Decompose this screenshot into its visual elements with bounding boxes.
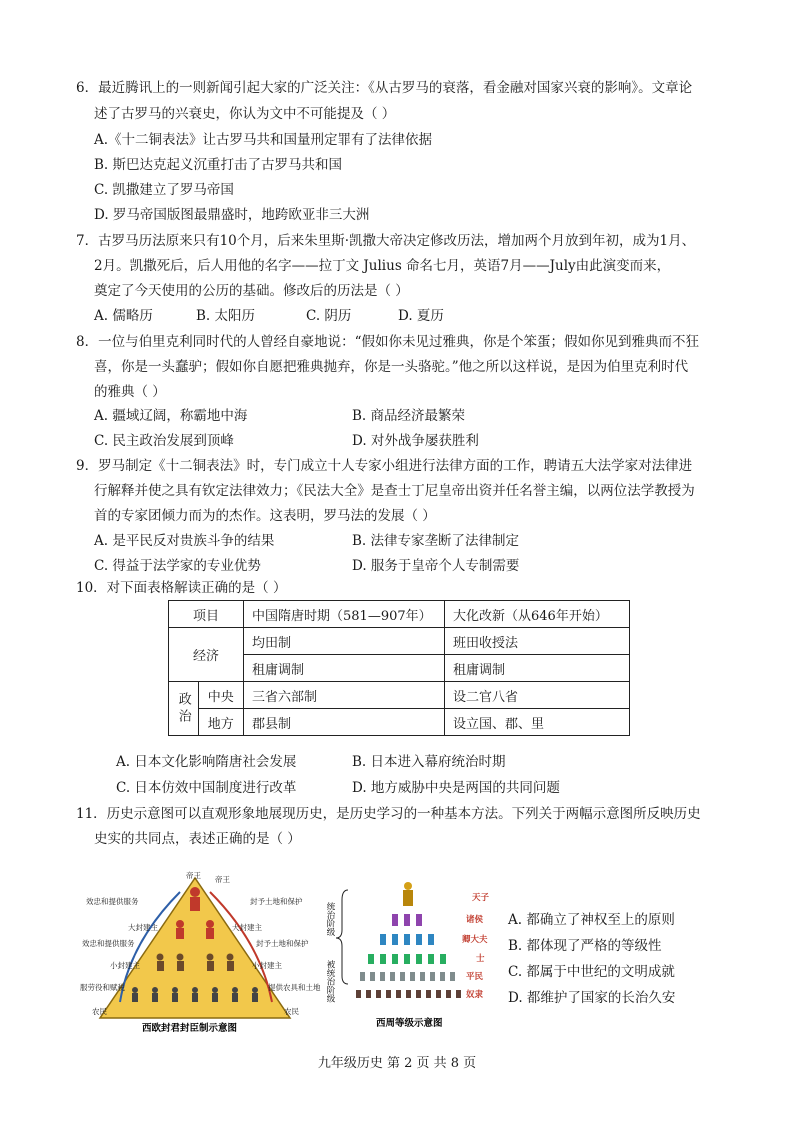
cell-china-land: 均田制	[244, 628, 445, 655]
rank-shi: 士	[476, 954, 485, 964]
q9-option-d: D. 服务于皇帝个人专制需要	[352, 558, 520, 574]
commoner-figures	[360, 972, 455, 981]
q11-stem-line1: 11．历史示意图可以直观形象地展现历史，是历史学习的一种基本方法。下列关于两幅示意图所反映历史	[76, 806, 701, 822]
rank-nuli: 奴隶	[466, 990, 484, 1000]
label-tools-land: 提供农具和土地	[268, 983, 321, 992]
cell-china-central: 三省六部制	[244, 682, 445, 709]
label-service-mid: 效忠和提供服务	[82, 939, 135, 948]
label-great-lord-left: 大封建主	[128, 923, 158, 932]
q10-option-b: B. 日本进入幕府统治时期	[352, 754, 506, 770]
label-peasant-right: 农民	[284, 1007, 299, 1016]
rank-tianzi: 天子	[472, 893, 490, 903]
q10-option-a: A. 日本文化影响隋唐社会发展	[116, 754, 297, 770]
emperor-figure	[403, 882, 413, 906]
q7-option-a: A. 儒略历	[94, 308, 153, 324]
label-peasant-left: 农民	[92, 1007, 107, 1016]
q6-option-c: C. 凯撒建立了罗马帝国	[94, 182, 234, 198]
q7-option-d: D. 夏历	[398, 308, 444, 324]
q11-option-d: D. 都维护了国家的长治久安	[508, 990, 676, 1006]
rank-zhuhou: 诸侯	[466, 915, 484, 925]
q7-stem-line3: 奠定了今天使用的公历的基础。修改后的历法是（ ）	[94, 283, 409, 299]
row-label-economy: 经济	[169, 628, 244, 682]
cell-japan-local: 设立国、郡、里	[445, 709, 630, 736]
rank-qingdafu: 卿大夫	[462, 935, 488, 945]
label-land-top: 封予土地和保护	[250, 897, 303, 906]
q11-stem-line2: 史实的共同点，表述正确的是（ ）	[94, 831, 301, 847]
q6-stem-line1: 6．最近腾讯上的一则新闻引起大家的广泛关注：《从古罗马的衰落，看金融对国家兴衰的影响》。文章论	[76, 80, 693, 96]
label-great-lord-right: 大封建主	[232, 923, 262, 932]
q10-option-c: C. 日本仿效中国制度进行改革	[116, 780, 297, 796]
page-footer: 九年级历史 第 2 页 共 8 页	[317, 1056, 477, 1071]
q7-option-b: B. 太阳历	[196, 308, 256, 324]
cell-japan-land: 班田收授法	[445, 628, 630, 655]
header-china: 中国隋唐时期（581—907年）	[244, 601, 445, 628]
cell-japan-tax: 租庸调制	[445, 655, 630, 682]
q6-stem-line2: 述了古罗马的兴衰史，你认为文中不可能提及（ ）	[94, 106, 396, 122]
lords-figures	[392, 914, 422, 926]
label-king-right: 帝王	[215, 875, 230, 884]
table-header-row	[169, 601, 630, 628]
rank-pingmin: 平民	[466, 972, 484, 982]
row-label-local: 地方	[198, 709, 243, 736]
q6-option-d: D. 罗马帝国版图最鼎盛时，地跨欧亚非三大洲	[94, 207, 370, 223]
q10-option-d: D. 地方威胁中央是两国的共同问题	[352, 780, 560, 796]
slave-figures	[356, 990, 461, 998]
western-zhou-caption: 西周等级示意图	[376, 1018, 443, 1029]
q6-option-b: B. 斯巴达克起义沉重打击了古罗马共和国	[94, 157, 343, 173]
q8-option-d: D. 对外战争屡获胜利	[352, 433, 479, 449]
q6-option-a: A.《十二铜表法》让古罗马共和国量刑定罪有了法律依据	[94, 132, 433, 148]
label-ruled-class: 被统治阶级	[325, 960, 335, 1003]
q9-option-c: C. 得益于法学家的专业优势	[94, 558, 261, 574]
q7-option-c: C. 阴历	[306, 308, 352, 324]
header-item: 项目	[169, 601, 244, 628]
q9-option-a: A. 是平民反对贵族斗争的结果	[94, 533, 275, 549]
ministers-figures	[380, 934, 434, 945]
western-zhou-figure	[326, 872, 496, 1034]
q11-option-a: A. 都确立了神权至上的原则	[508, 912, 675, 928]
q11-option-c: C. 都属于中世纪的文明成就	[508, 964, 675, 980]
feudal-pyramid-figure	[80, 871, 321, 1034]
cell-japan-central: 设二官八省	[445, 682, 630, 709]
q7-stem-line1: 7．古罗马历法原来只有10个月，后来朱里斯·凯撒大帝决定修改历法，增加两个月放到年初，成为1月、	[76, 233, 696, 249]
cell-china-tax: 租庸调制	[244, 655, 445, 682]
shi-figures	[368, 954, 446, 964]
q8-option-c: C. 民主政治发展到顶峰	[94, 433, 234, 449]
label-ruling-class: 统治阶级	[325, 902, 335, 936]
q8-stem-line3: 的雅典（ ）	[94, 384, 166, 400]
western-zhou-graphic	[326, 872, 496, 1034]
q9-stem-line2: 行解释并使之具有钦定法律效力；《民法大全》是查士丁尼皇帝出资并任名誉主编，以两位法学教授为	[94, 483, 695, 499]
q9-stem-line3: 首的专家团倾力而为的杰作。这表明，罗马法的发展（ ）	[94, 508, 436, 524]
q8-stem-line2: 喜，你是一头蠢驴；假如你自愿把雅典抛弃，你是一头骆驼。”他之所以这样说，是因为伯里克利时代	[94, 359, 689, 375]
q9-stem-line1: 9．罗马制定《十二铜表法》时，专门成立十人专家小组进行法律方面的工作，聘请五大法学家对法律进	[76, 458, 693, 474]
feudal-pyramid-caption: 西欧封君封臣制示意图	[142, 1023, 238, 1034]
q8-stem-line1: 8．一位与伯里克利同时代的人曾经自豪地说：“假如你未见过雅典，你是个笨蛋；假如你见到雅典而不狂	[76, 334, 699, 350]
label-land-mid: 封予土地和保护	[256, 939, 309, 948]
label-small-lord-right: 小封建主	[252, 961, 282, 970]
q8-option-a: A. 疆域辽阔，称霸地中海	[94, 408, 248, 424]
q11-option-b: B. 都体现了严格的等级性	[508, 938, 662, 954]
table-row	[169, 709, 630, 736]
cell-china-local: 郡县制	[244, 709, 445, 736]
q10-stem: 10．对下面表格解读正确的是（ ）	[76, 580, 287, 596]
label-labor-tax: 服劳役和赋税	[80, 983, 125, 992]
q9-option-b: B. 法律专家垄断了法律制定	[352, 533, 520, 549]
label-small-lord-left: 小封建主	[110, 961, 140, 970]
feudal-pyramid-graphic	[80, 871, 321, 1034]
q8-option-b: B. 商品经济最繁荣	[352, 408, 466, 424]
comparison-table	[168, 600, 630, 736]
q7-stem-line2: 2月。凯撒死后，后人用他的名字——拉丁文 Julius 命名七月，英语7月——July由此演变而来，	[94, 258, 671, 274]
label-service-top: 效忠和提供服务	[86, 897, 139, 906]
table-row	[169, 682, 630, 709]
label-king-left: 帝王	[186, 871, 201, 880]
header-japan: 大化改新（从646年开始）	[445, 601, 630, 628]
row-label-central: 中央	[198, 682, 243, 709]
row-label-politics: 政治	[169, 682, 199, 736]
table-row	[169, 628, 630, 655]
